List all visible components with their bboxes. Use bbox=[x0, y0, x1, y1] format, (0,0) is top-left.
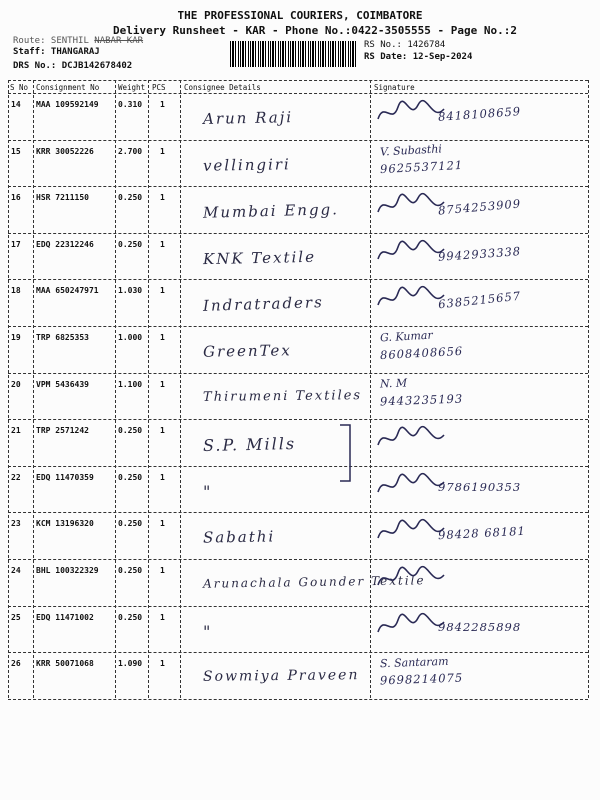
row-consignee-handwritten: Sabathi bbox=[202, 527, 276, 547]
col-signature: Signature bbox=[374, 83, 415, 92]
row-consignee-handwritten: Arunachala Gounder Textile bbox=[202, 573, 426, 591]
delivery-table bbox=[8, 80, 588, 698]
row-sno: 18 bbox=[11, 286, 21, 296]
row-sno: 22 bbox=[11, 472, 21, 482]
row-pcs: 1 bbox=[160, 193, 165, 203]
route-struck: NABAR KAR bbox=[94, 36, 144, 46]
row-pcs: 1 bbox=[160, 286, 165, 296]
row-signature-phone: 8754253909 bbox=[437, 196, 522, 218]
row-consignment-no: MAA 109592149 bbox=[36, 100, 99, 109]
row-rule bbox=[8, 606, 588, 607]
row-pcs: 1 bbox=[160, 146, 165, 156]
row-rule bbox=[8, 419, 588, 420]
row-weight: 0.250 bbox=[118, 472, 143, 482]
row-consignment-no: BHL 100322329 bbox=[36, 566, 99, 575]
company-title: THE PROFESSIONAL COURIERS, COIMBATORE bbox=[177, 9, 423, 22]
row-pcs: 1 bbox=[160, 239, 165, 249]
row-weight: 2.700 bbox=[118, 146, 143, 156]
row-consignment-no: KRR 30052226 bbox=[36, 146, 94, 156]
row-consignee-handwritten: S.P. Mills bbox=[202, 434, 297, 456]
row-sno: 17 bbox=[11, 239, 21, 249]
row-weight: 0.250 bbox=[118, 612, 143, 622]
row-consignee-handwritten: Arun Raji bbox=[202, 108, 294, 128]
col-consignment: Consignment No bbox=[36, 83, 100, 92]
row-weight: 1.030 bbox=[118, 286, 143, 296]
row-weight: 0.250 bbox=[118, 193, 143, 203]
staff-name: Staff: THANGARAJ bbox=[13, 47, 100, 57]
row-sno: 20 bbox=[11, 379, 21, 389]
row-pcs: 1 bbox=[160, 659, 165, 669]
rs-number: RS No.: 1426784 bbox=[364, 40, 446, 50]
row-signature-name: S. Santaram bbox=[379, 654, 449, 671]
row-consignee-handwritten: KNK Textile bbox=[202, 247, 317, 268]
route-line bbox=[13, 36, 143, 46]
row-consignment-no: KRR 50071068 bbox=[36, 659, 94, 669]
row-pcs: 1 bbox=[160, 100, 165, 109]
row-consignment-no: EDQ 11470359 bbox=[36, 472, 94, 482]
row-sno: 14 bbox=[11, 100, 21, 109]
row-rule bbox=[8, 559, 588, 560]
signature-scrawl bbox=[374, 423, 454, 457]
column-rule bbox=[588, 80, 589, 698]
row-rule bbox=[8, 466, 588, 467]
row-sno: 19 bbox=[11, 333, 21, 342]
row-weight: 1.000 bbox=[118, 333, 143, 342]
col-consignee: Consignee Details bbox=[184, 83, 261, 92]
row-rule bbox=[8, 699, 588, 700]
row-pcs: 1 bbox=[160, 612, 165, 622]
row-consignee-handwritten: Thirumeni Textiles bbox=[202, 387, 363, 405]
row-weight: 1.100 bbox=[118, 379, 143, 389]
row-signature-phone: 6385215657 bbox=[437, 289, 522, 312]
row-consignment-no: KCM 13196320 bbox=[36, 519, 94, 529]
row-weight: 0.250 bbox=[118, 566, 143, 575]
row-consignee-handwritten: vellingiri bbox=[202, 154, 291, 175]
header-rule bbox=[8, 93, 588, 94]
row-sno: 16 bbox=[11, 193, 21, 203]
row-consignee-handwritten: Indratraders bbox=[202, 293, 325, 316]
row-weight: 0.250 bbox=[118, 239, 143, 249]
row-weight: 0.310 bbox=[118, 100, 143, 109]
rs-date: RS Date: 12-Sep-2024 bbox=[364, 52, 473, 62]
row-rule bbox=[8, 140, 588, 141]
runsheet-subtitle: Delivery Runsheet - KAR - Phone No.:0422-3505555 - Page No.:2 bbox=[113, 24, 517, 37]
row-sno: 25 bbox=[11, 612, 21, 622]
row-signature-phone: 9625537121 bbox=[379, 157, 464, 176]
col-pcs: PCS bbox=[152, 83, 166, 92]
row-rule bbox=[8, 186, 588, 187]
row-consignment-no: TRP 6825353 bbox=[36, 333, 89, 342]
row-consignment-no: HSR 7211150 bbox=[36, 193, 89, 203]
row-signature-name: N. M bbox=[379, 376, 408, 391]
row-sno: 24 bbox=[11, 566, 21, 575]
row-consignee-handwritten: Mumbai Engg. bbox=[202, 200, 340, 222]
row-sno: 15 bbox=[11, 146, 21, 156]
row-signature-name: G. Kumar bbox=[379, 328, 434, 345]
row-pcs: 1 bbox=[160, 519, 165, 529]
row-rule bbox=[8, 326, 588, 327]
row-signature-phone: 9698214075 bbox=[379, 670, 464, 688]
row-consignment-no: EDQ 22312246 bbox=[36, 239, 94, 249]
row-pcs: 1 bbox=[160, 426, 165, 436]
row-consignment-no: TRP 2571242 bbox=[36, 426, 89, 436]
row-weight: 0.250 bbox=[118, 519, 143, 529]
row-rule bbox=[8, 652, 588, 653]
row-signature-phone: 98428 68181 bbox=[437, 524, 527, 543]
row-pcs: 1 bbox=[160, 566, 165, 575]
row-signature-phone: 8608408656 bbox=[379, 343, 464, 363]
row-signature-phone: 9842285898 bbox=[438, 619, 522, 634]
row-signature-phone: 9786190353 bbox=[438, 479, 522, 494]
row-weight: 0.250 bbox=[118, 426, 143, 436]
barcode bbox=[230, 41, 356, 67]
route-label: Route: SENTHIL bbox=[13, 36, 95, 46]
row-sno: 23 bbox=[11, 519, 21, 529]
table-top-rule bbox=[8, 80, 588, 81]
row-signature-phone: 9443235193 bbox=[379, 391, 464, 409]
row-pcs: 1 bbox=[160, 472, 165, 482]
row-consignee-handwritten: GreenTex bbox=[202, 341, 292, 361]
row-weight: 1.090 bbox=[118, 659, 143, 669]
col-sno: S No bbox=[10, 83, 29, 92]
row-rule bbox=[8, 512, 588, 513]
row-rule bbox=[8, 233, 588, 234]
row-pcs: 1 bbox=[160, 379, 165, 389]
row-pcs: 1 bbox=[160, 333, 165, 342]
row-consignment-no: VPM 5436439 bbox=[36, 379, 89, 389]
row-signature-name: V. Subasthi bbox=[379, 141, 443, 159]
row-consignee-handwritten: " bbox=[203, 481, 213, 501]
signature-scrawl bbox=[374, 563, 454, 597]
row-rule bbox=[8, 279, 588, 280]
row-signature-phone: 9942933338 bbox=[437, 243, 522, 264]
row-consignment-no: MAA 650247971 bbox=[36, 286, 99, 296]
row-consignee-handwritten: Sowmiya Praveen bbox=[202, 667, 360, 686]
col-weight: Weight bbox=[118, 83, 146, 92]
row-rule bbox=[8, 373, 588, 374]
row-consignment-no: EDQ 11471002 bbox=[36, 612, 94, 622]
bracket-mark bbox=[338, 423, 354, 487]
row-sno: 26 bbox=[11, 659, 21, 669]
row-sno: 21 bbox=[11, 426, 21, 436]
row-signature-phone: 8418108659 bbox=[437, 104, 522, 124]
row-consignee-handwritten: " bbox=[203, 621, 213, 641]
drs-number: DRS No.: DCJB142678402 bbox=[13, 61, 133, 71]
